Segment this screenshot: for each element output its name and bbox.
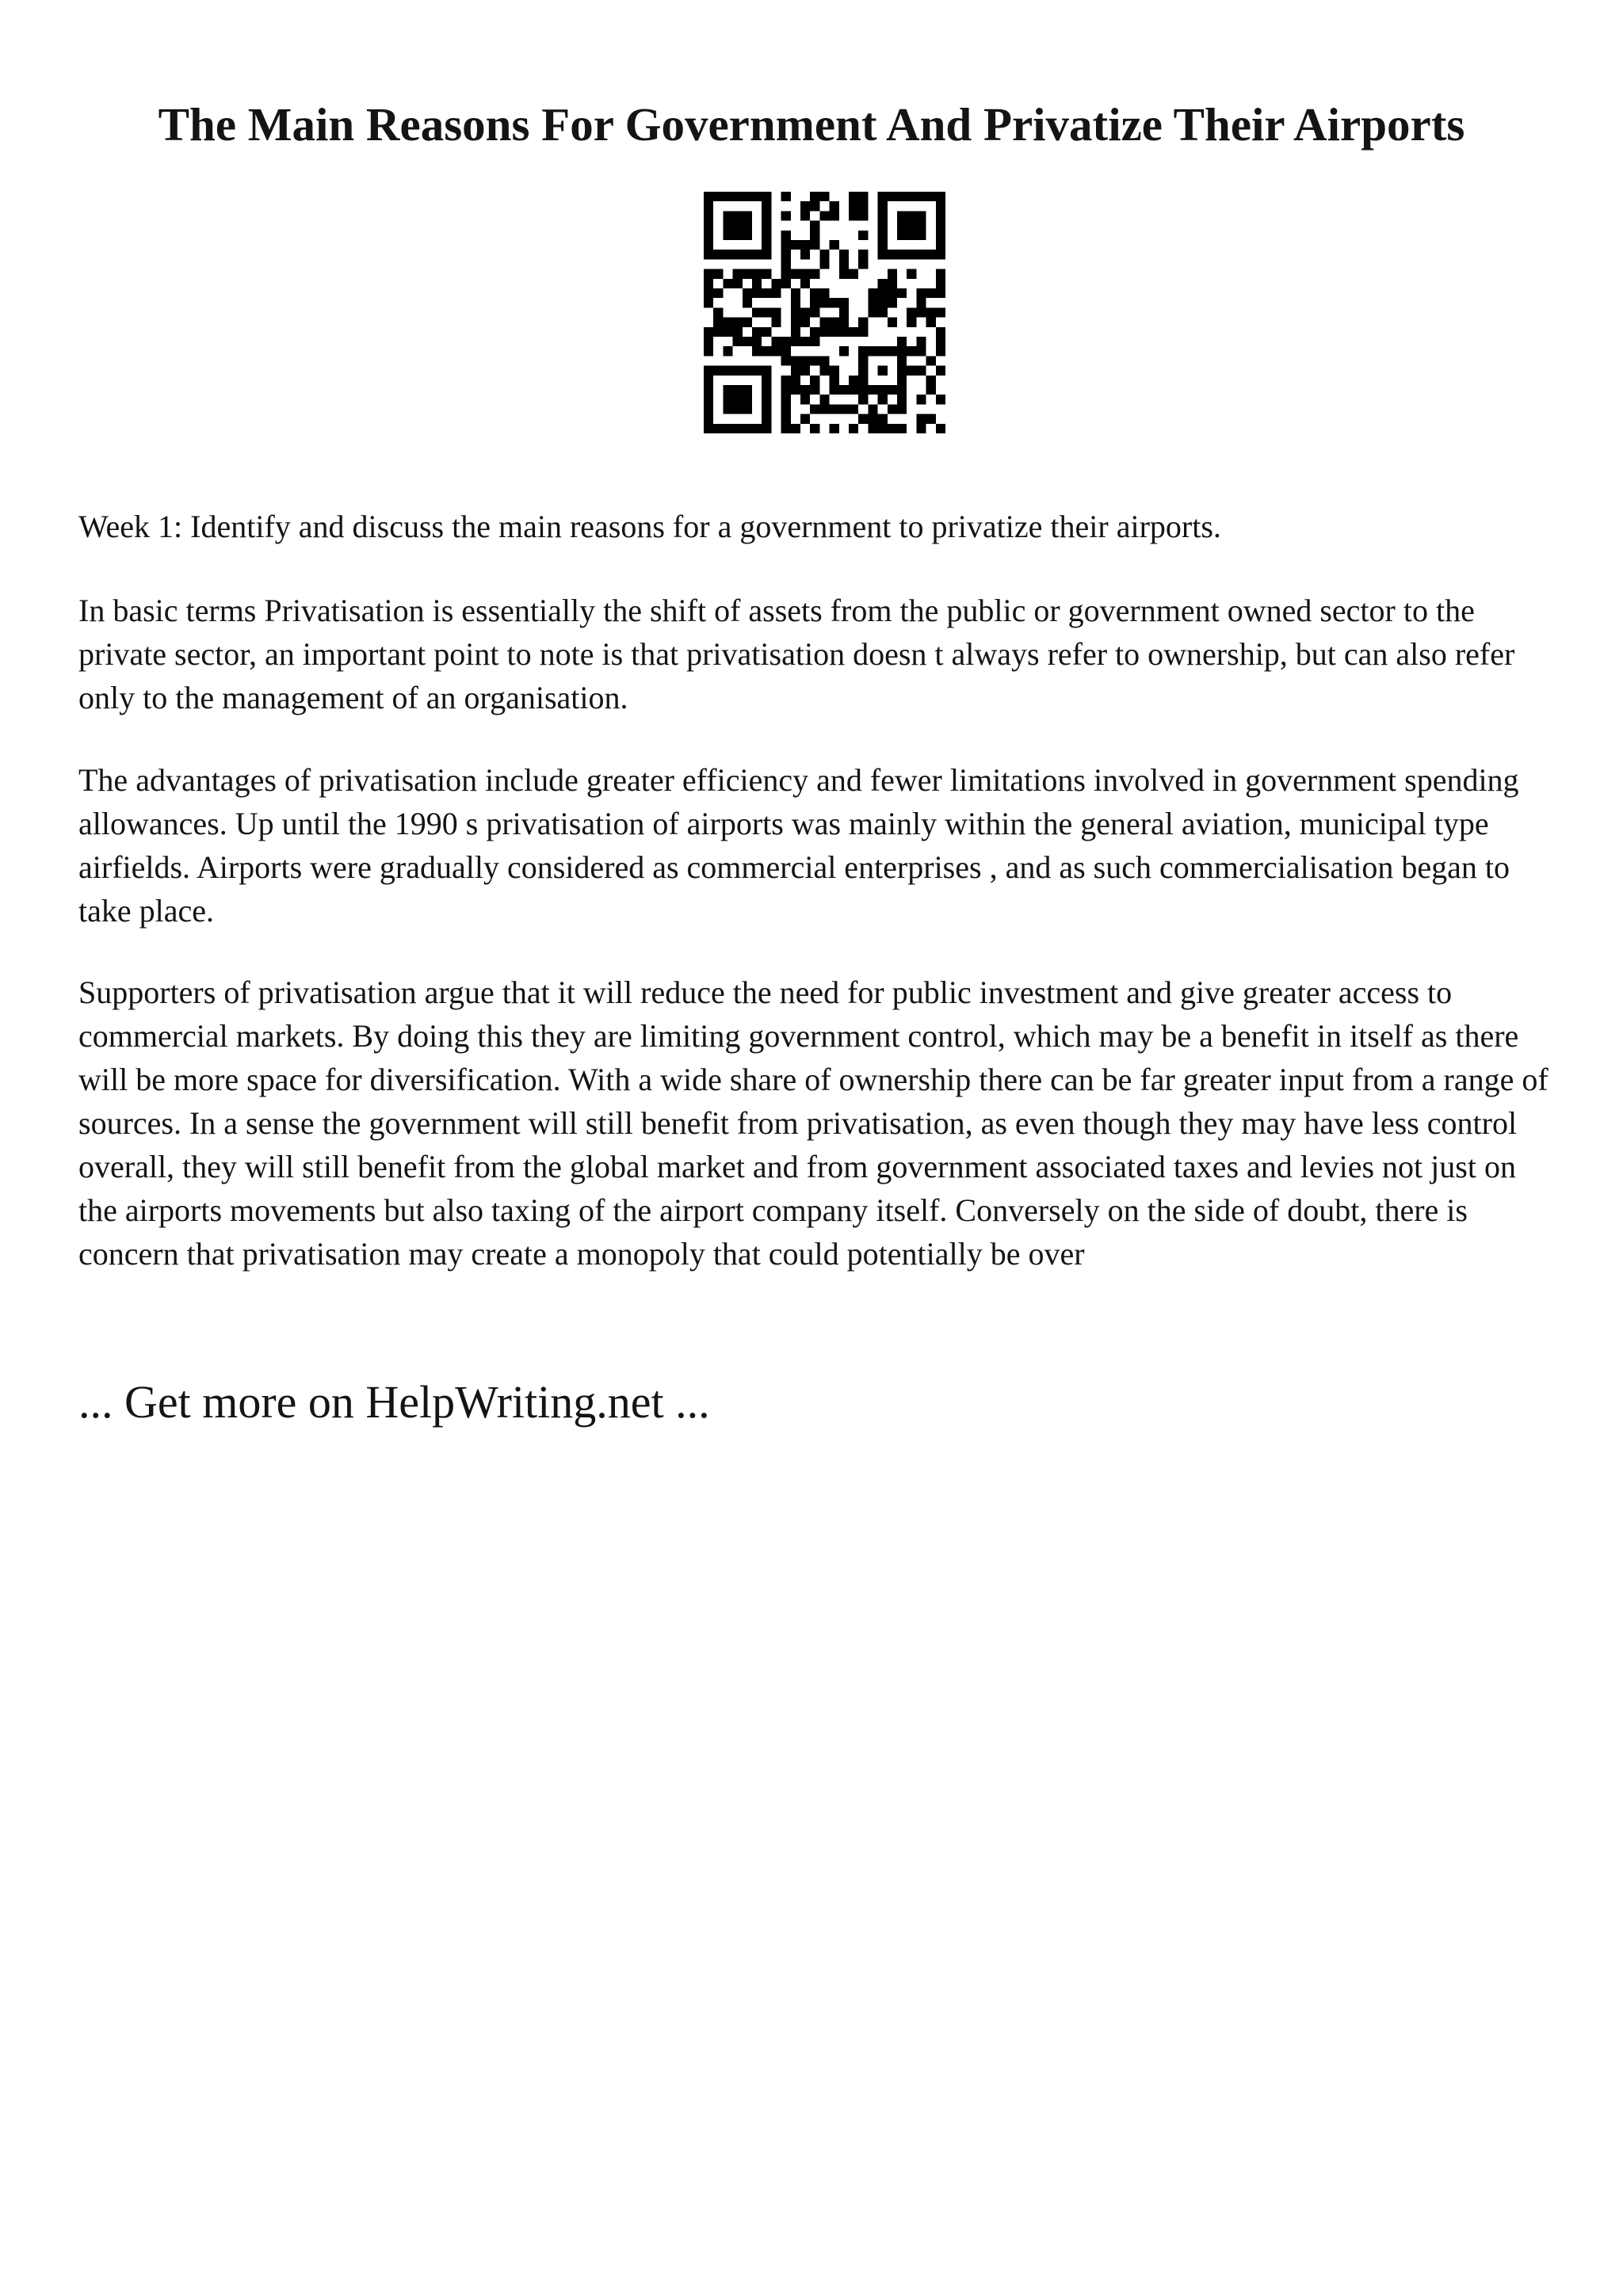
page-title: The Main Reasons For Government And Privatize Their Airports	[158, 98, 1465, 151]
advantages-paragraph: The advantages of privatisation include greater efficiency and fewer limitations involved in government spending allowances. Up until the 1990 s privatisation of airports was mainly within the general aviation, municipal type airfields. Airports were gradually considered as commercial enterprises , and as such commercialisation began to take place.	[78, 762, 1519, 929]
get-more-link[interactable]: ... Get more on HelpWriting.net ...	[78, 1376, 710, 1428]
supporters-paragraph: Supporters of privatisation argue that it will reduce the need for public investment and give greater access to commercial markets. By doing this they are limiting government control, which may be a benefit in itself as there will be more space for diversification. With a wide share of ownership there can be far greater input from a range of sources. In a sense the government will still benefit from privatisation, as even though they may have less control overall, they will still benefit from the global market and from government associated taxes and levies not just on the airports movements but also taxing of the airport company itself. Conversely on the side of doubt, there is concern that privatisation may create a monopoly that could potentially be over	[78, 974, 1549, 1272]
qr-code-icon	[704, 192, 945, 433]
privatisation-paragraph: In basic terms Privatisation is essentially the shift of assets from the public or government owned sector to the private sector, an important point to note is that privatisation doesn t always refer to ownership, but can also refer only to the management of an organisation.	[78, 593, 1515, 715]
intro-paragraph: Week 1: Identify and discuss the main reasons for a government to privatize their airports.	[78, 509, 1221, 544]
